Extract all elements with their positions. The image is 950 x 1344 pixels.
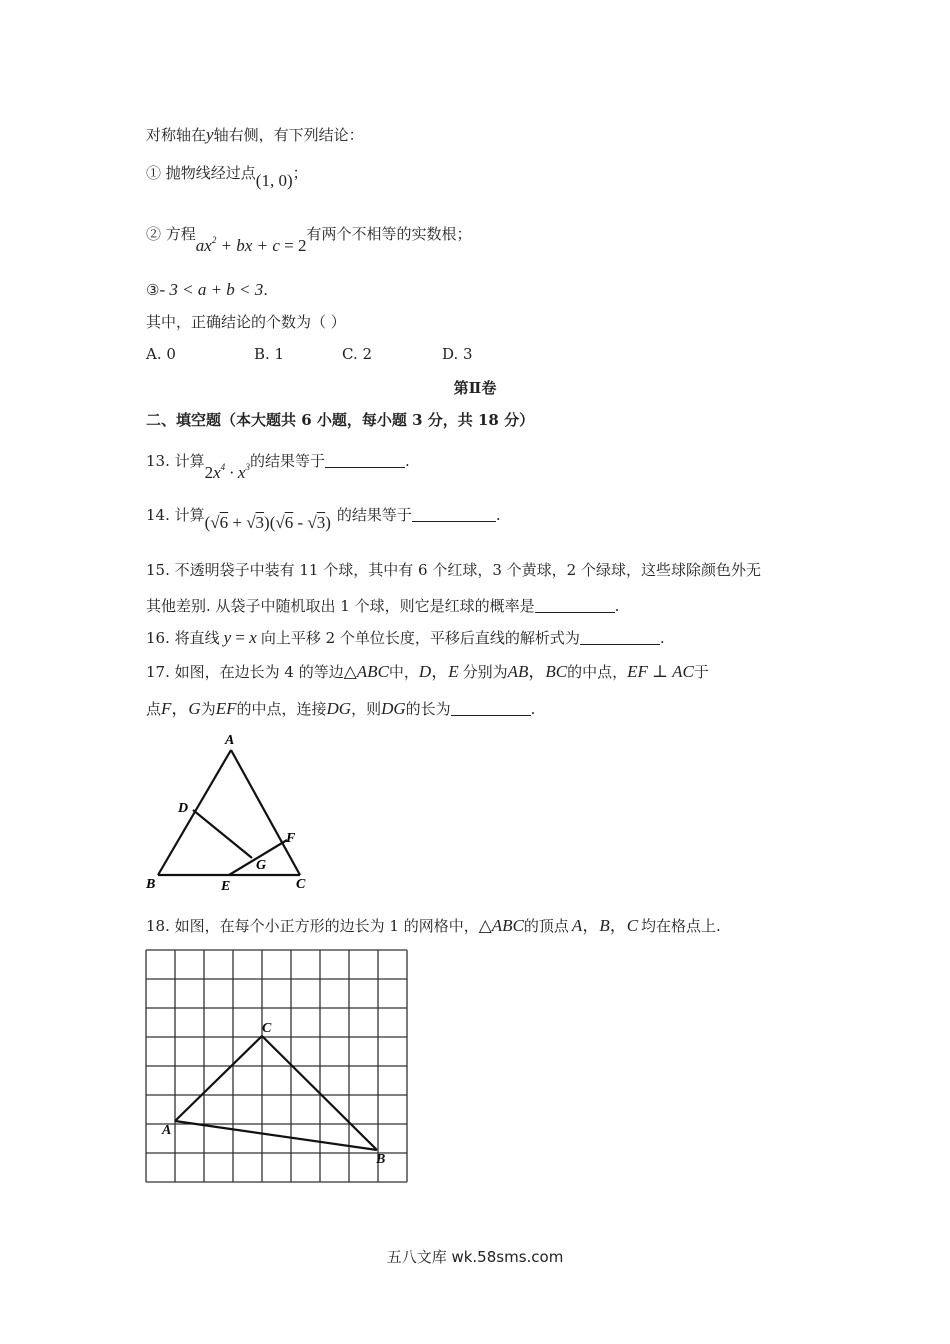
q12-intro-text: 对称轴在	[146, 126, 207, 144]
label-g: G	[256, 858, 267, 873]
section-heading: 二、填空题（本大题共 6 小题，每小题 3 分，共 18 分）	[146, 411, 535, 429]
label-d: D	[178, 801, 189, 816]
q12-conclusion-2	[146, 218, 472, 255]
q16-end: .	[659, 629, 665, 647]
option-d: D. 3	[442, 345, 473, 363]
c2-tail: 有两个不相等的实数根；	[306, 225, 472, 243]
q17-t4: 的中点，	[567, 663, 628, 681]
q14-answer-blank[interactable]	[412, 507, 496, 522]
q17-de: D，E	[418, 662, 459, 681]
grid-lines	[146, 950, 407, 1182]
q12-intro	[146, 125, 364, 145]
grid-label-a: A	[162, 1123, 172, 1138]
q18-t1: 18. 如图，在每个小正方形的边长为 1 的网格中，	[146, 917, 479, 935]
q15-line2	[146, 596, 619, 616]
label-a: A	[225, 733, 235, 748]
q16-tail: 向上平移 2 个单位长度，平移后直线的解析式为	[260, 629, 580, 647]
option-c: C. 2	[342, 345, 373, 363]
q17-t9: ，则	[351, 700, 382, 718]
q17-t6: 点	[146, 700, 162, 718]
segment-dg	[193, 810, 252, 858]
q17-f: F，G	[161, 699, 201, 718]
q17-t8: 的中点，连接	[236, 700, 327, 718]
q17-t10: 的长为	[405, 700, 451, 718]
q17-ab-bc: AB，BC	[507, 662, 568, 681]
q14-end: .	[495, 506, 501, 524]
q17-line1	[146, 662, 709, 682]
q15-text: 其他差别. 从袋子中随机取出 1 个球，则它是红球的概率是	[146, 597, 535, 615]
q15-end: .	[614, 597, 620, 615]
q16	[146, 628, 665, 648]
q18-grid-figure	[140, 944, 415, 1184]
option-a: A. 0	[146, 345, 176, 363]
q17-t3: 分别为	[462, 663, 508, 681]
q14-tail: 的结果等于	[336, 506, 412, 524]
var-y: y	[206, 125, 214, 144]
q13-answer-blank[interactable]	[325, 453, 405, 468]
grid-label-c: C	[262, 1021, 272, 1036]
side-ac	[175, 1036, 262, 1121]
q17-t2: 中，	[388, 663, 419, 681]
q17-t7: 为	[200, 700, 216, 718]
label-f: F	[286, 831, 296, 846]
footer-watermark: 五八文库 wk.58sms.com	[386, 1248, 564, 1266]
q16-head: 16. 将直线	[146, 629, 220, 647]
q12-intro-tail: 轴右侧，有下列结论：	[213, 126, 364, 144]
q12-conclusion-1	[146, 163, 308, 190]
option-b: B. 1	[254, 345, 285, 363]
c3-label: ③	[146, 281, 160, 299]
q13	[146, 445, 410, 482]
part-title: 第Ⅱ卷	[453, 379, 497, 397]
q15-line1: 15. 不透明袋子中装有 11 个球，其中有 6 个红球，3 个黄球，2 个绿球，这些球除颜色外无	[146, 561, 761, 579]
q12-conclusion-3	[146, 280, 268, 300]
q14-num: 14. 计算	[146, 506, 205, 524]
q17-dg2: DG	[381, 699, 406, 718]
c3-expr: - 3 < a + b < 3	[159, 280, 264, 299]
q13-tail: 的结果等于	[249, 452, 325, 470]
c1-point: (1, 0)	[255, 171, 293, 190]
q18-t2: 的顶点	[523, 917, 569, 935]
q18-vertices: A，B，C	[571, 916, 639, 935]
q13-end: .	[404, 452, 410, 470]
q13-expr: $2x^4 \cdot x^3$	[204, 462, 250, 482]
q17-ef-perp-ac: EF ⊥ AC	[627, 662, 694, 681]
q12-question: 其中，正确结论的个数为（ ）	[146, 313, 346, 331]
q13-num: 13. 计算	[146, 452, 205, 470]
grid-label-b: B	[376, 1152, 386, 1167]
c3-tail: .	[263, 281, 269, 299]
q15-answer-blank[interactable]	[535, 598, 615, 613]
q17-triangle-figure	[140, 730, 320, 895]
c2-equation: $ax^2$ + bx + c = 2	[195, 235, 307, 255]
q18-t3: 均在格点上.	[641, 917, 721, 935]
q14-expr: (√6 + √3)(√6 - √3)	[204, 513, 331, 532]
label-c: C	[296, 877, 306, 892]
label-b: B	[146, 877, 156, 892]
c1-tail: ；	[292, 164, 308, 182]
q16-answer-blank[interactable]	[580, 630, 660, 645]
q17-t5: 于	[693, 663, 709, 681]
side-ab	[175, 1121, 377, 1150]
q18-triangle: △ABC	[478, 916, 524, 935]
q17-line2	[146, 699, 535, 719]
q17-ef: EF	[215, 699, 237, 718]
q17-t1: 17. 如图，在边长为 4 的等边	[146, 663, 344, 681]
q18-triangle-lines	[175, 1036, 377, 1150]
q12-options	[146, 344, 473, 364]
c2-label: ② 方程	[146, 225, 196, 243]
side-ac	[231, 750, 300, 875]
c1-label: ① 抛物线经过点	[146, 164, 256, 182]
q17-answer-blank[interactable]	[451, 701, 531, 716]
q17-triangle-abc: △ABC	[343, 662, 389, 681]
label-e: E	[221, 879, 231, 894]
q14	[146, 505, 501, 532]
q16-line-eq: y = x	[223, 628, 257, 647]
q17-dg: DG	[326, 699, 352, 718]
q17-end: .	[530, 700, 536, 718]
q18-text	[146, 916, 721, 936]
